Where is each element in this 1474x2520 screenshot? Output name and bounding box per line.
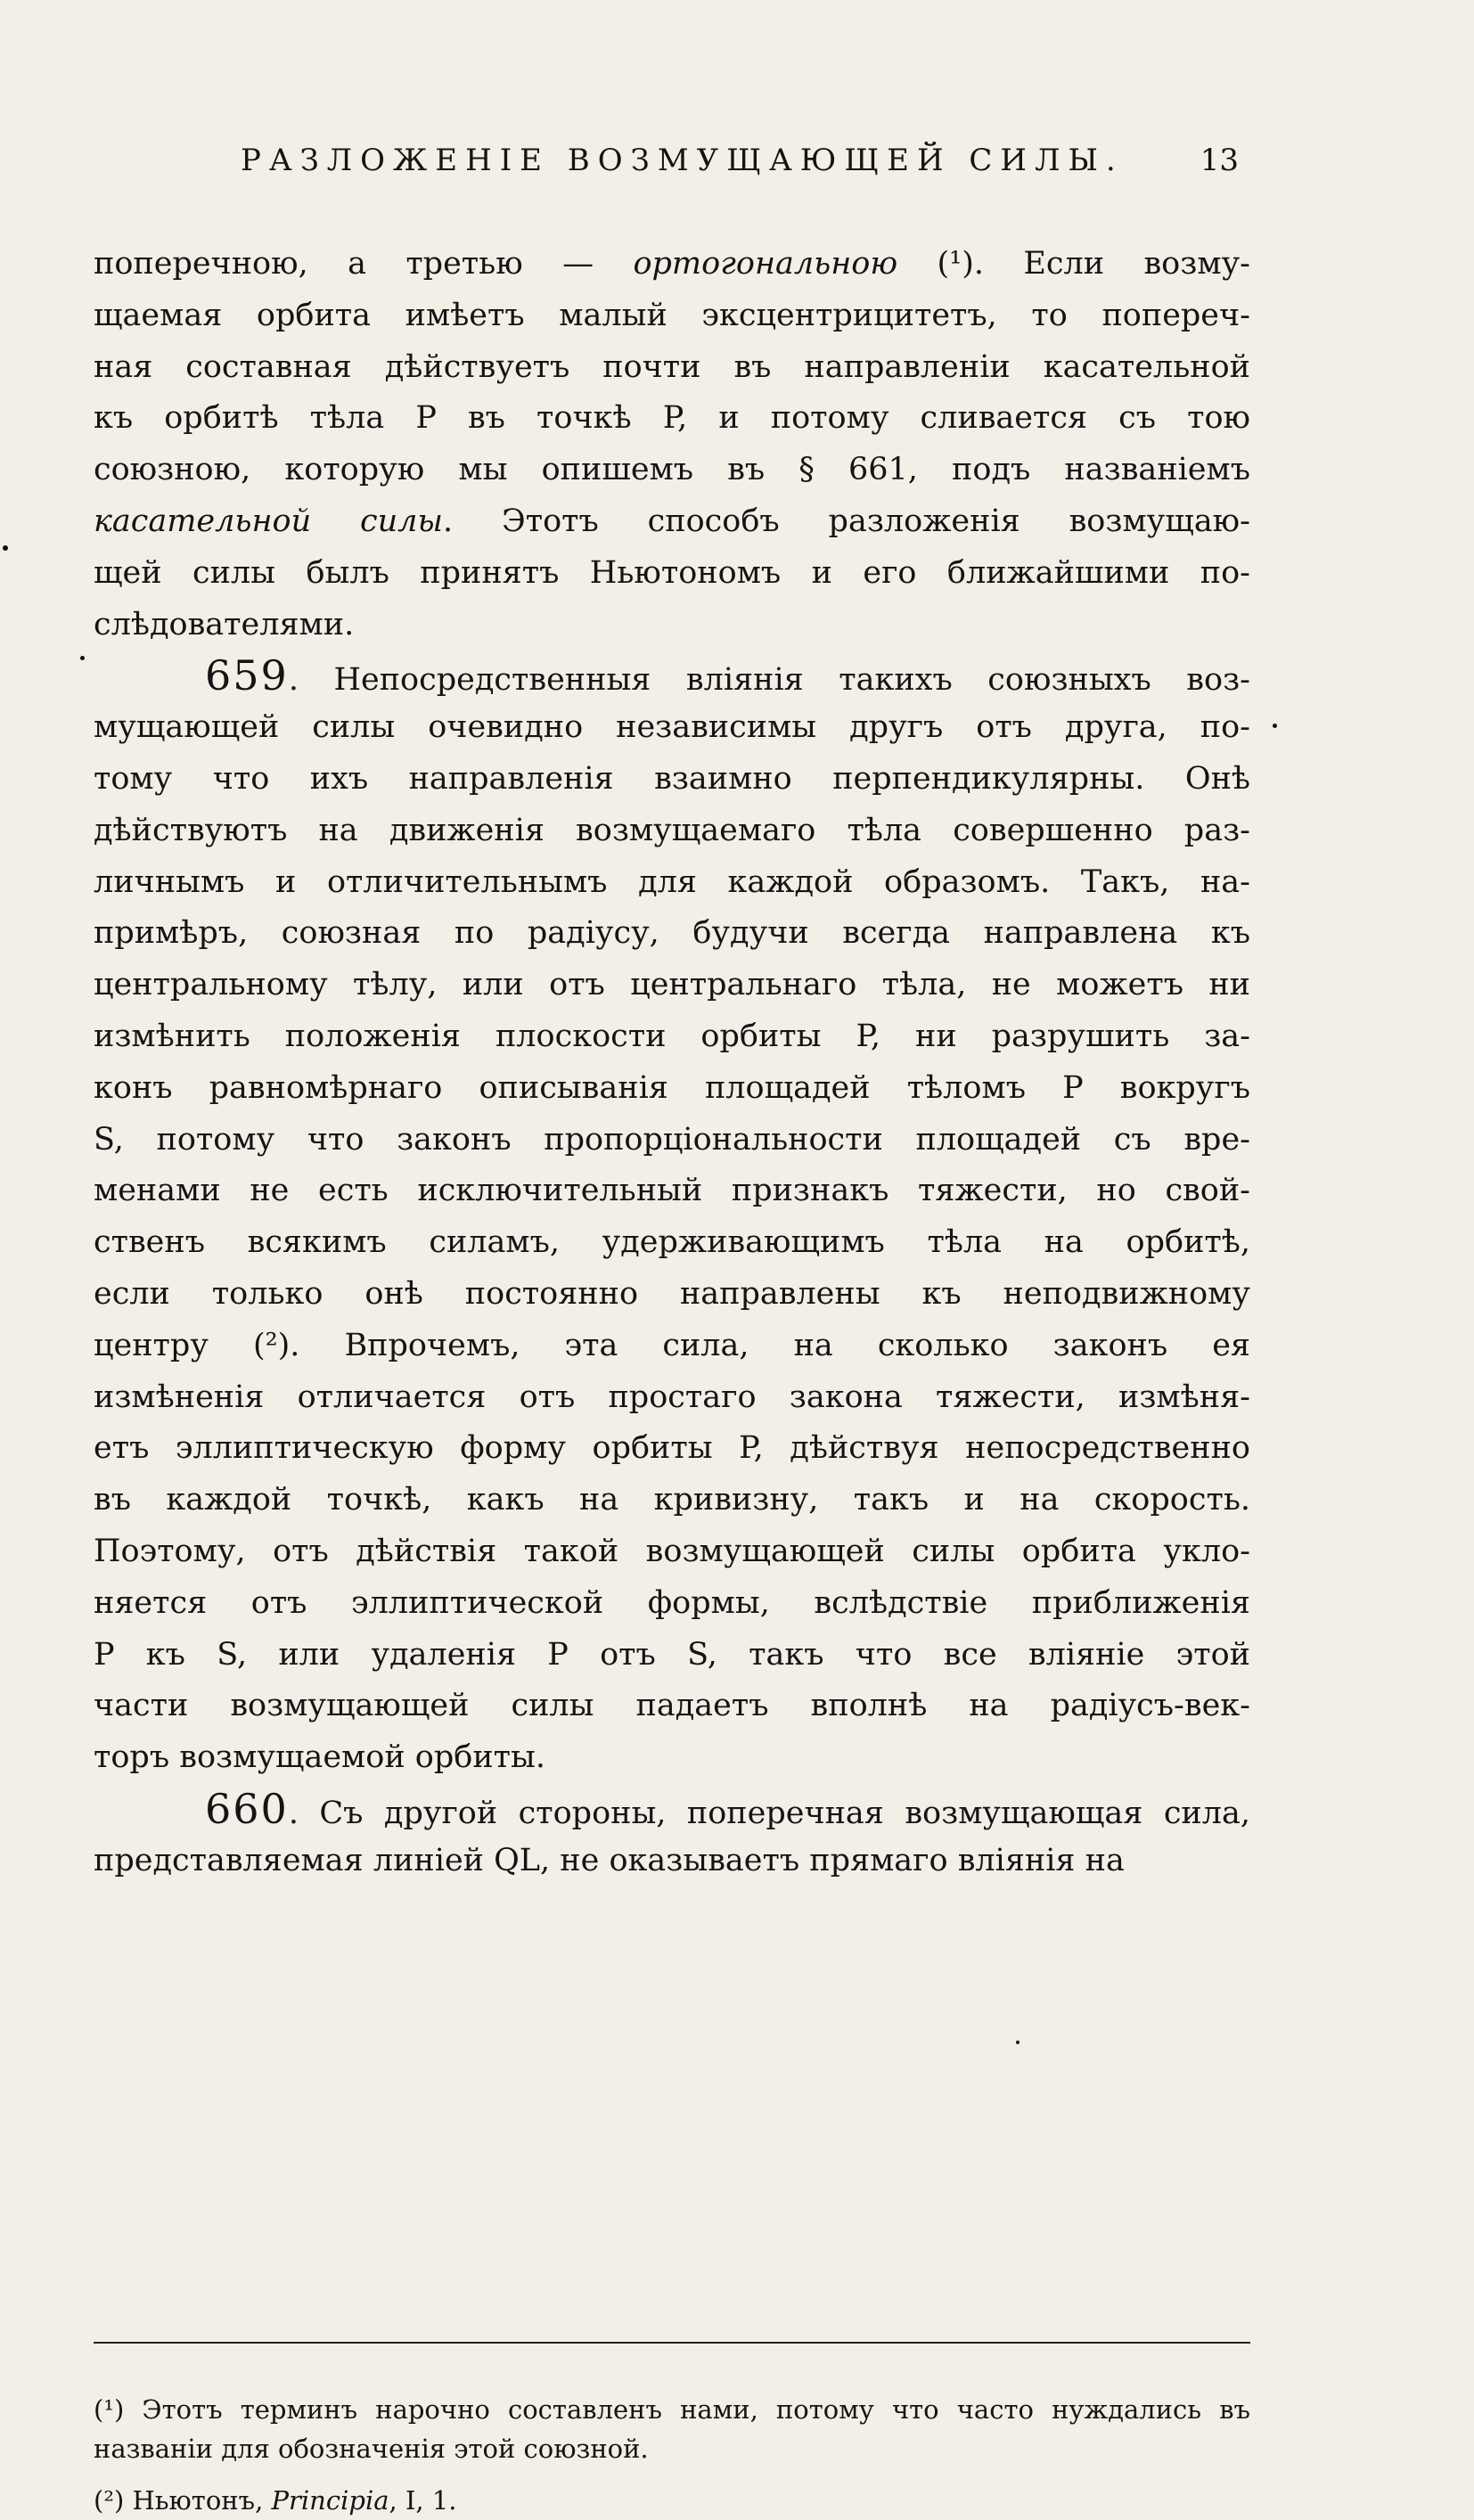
text-run: личнымъ и отличительнымъ для каждой образомъ. Такъ, на- — [94, 863, 1250, 900]
footnote-2-prefix: (²) Ньютонъ, — [94, 2485, 272, 2516]
text-run: тому что ихъ направленія взаимно перпендикулярны. Онѣ — [94, 760, 1250, 797]
text-run: менами не есть исключительный признакъ тяжести, но свой- — [94, 1173, 1250, 1209]
running-header — [241, 143, 1239, 187]
text-run: Поэтому, отъ дѣйствія такой возмущающей силы орбита укло- — [94, 1533, 1250, 1569]
text-run: центру (²). Впрочемъ, эта сила, на сколько законъ ея — [94, 1327, 1250, 1363]
text-line — [94, 445, 1250, 496]
text-run: (¹). Если возму- — [897, 246, 1250, 282]
text-line — [94, 1526, 1250, 1578]
ink-speck — [1016, 2041, 1020, 2044]
text-line — [94, 857, 1250, 909]
text-line — [94, 1011, 1250, 1063]
text-run: щаемая орбита имѣетъ малый эксцентрицитетъ, то попереч- — [94, 297, 1250, 333]
text-run: поперечною, а третью — — [94, 246, 634, 282]
section-number: 659 — [205, 651, 289, 700]
text-run: дѣйствуютъ на движенія возмущаемаго тѣла совершенно раз- — [94, 812, 1250, 848]
ink-speck — [80, 656, 85, 660]
text-line — [94, 754, 1250, 806]
text-line — [94, 1166, 1250, 1217]
text-line — [94, 239, 1250, 290]
text-line — [94, 1321, 1250, 1372]
text-line — [94, 1423, 1250, 1475]
text-line — [94, 1217, 1250, 1269]
footnote-2-title: Principia — [271, 2485, 389, 2516]
text-run: . Съ другой стороны, поперечная возмущающая сила, — [288, 1795, 1250, 1831]
footnote-2-suffix: , I, 1. — [389, 2485, 457, 2516]
footnote-1-line-1: (¹) Этотъ терминъ нарочно составленъ нами, потому что часто нуждались въ — [94, 2394, 1250, 2425]
footnote-1-line-2: названіи для обозначенія этой союзной. — [94, 2434, 649, 2464]
text-line — [94, 1269, 1250, 1321]
ink-speck — [3, 545, 8, 551]
text-line — [94, 290, 1250, 342]
running-title: РАЗЛОЖЕНІЕ ВОЗМУЩАЮЩЕЙ СИЛЫ. — [241, 143, 1124, 178]
text-run: измѣненія отличается отъ простаго закона тяжести, измѣня- — [94, 1379, 1250, 1415]
text-line — [94, 548, 1250, 600]
section-660 — [94, 1784, 1250, 1887]
text-run: ная составная дѣйствуетъ почти въ направленіи касательной — [94, 348, 1250, 385]
text-line — [94, 908, 1250, 960]
text-line — [94, 650, 1250, 702]
text-run: S, потому что законъ пропорціональности площадей съ вре- — [94, 1121, 1250, 1158]
italic-term: ортогональною — [633, 246, 898, 282]
text-line — [94, 1630, 1250, 1681]
text-run: P къ S, или удаленія P отъ S, такъ что все вліяніе этой — [94, 1636, 1250, 1673]
text-run: . Непосредственныя вліянія такихъ союзныхъ воз- — [288, 662, 1250, 699]
footnote-2 — [94, 2481, 1250, 2520]
text-line — [94, 600, 1250, 651]
ink-speck — [1273, 724, 1277, 728]
text-run: примѣръ, союзная по радіусу, будучи всегда направлена къ — [94, 915, 1250, 952]
page-body — [94, 239, 1250, 1887]
text-line — [94, 1681, 1250, 1732]
text-run: если только онѣ постоянно направлены къ неподвижному — [94, 1275, 1250, 1312]
text-line — [94, 1115, 1250, 1166]
text-line — [94, 960, 1250, 1011]
text-line — [94, 496, 1250, 548]
text-run: измѣнить положенія плоскости орбиты P, ни разрушить за- — [94, 1018, 1250, 1054]
text-run: . Этотъ способъ разложенія возмущаю- — [442, 503, 1250, 539]
text-line — [94, 1578, 1250, 1630]
footnote-rule — [94, 2342, 1250, 2344]
text-line — [94, 1784, 1250, 1836]
text-run: представляемая линіей QL, не оказываетъ прямаго вліянія на — [94, 1842, 1125, 1878]
text-line — [94, 702, 1250, 754]
section-659 — [94, 650, 1250, 1784]
text-line — [94, 1063, 1250, 1115]
text-run: торъ возмущаемой орбиты. — [94, 1739, 546, 1776]
text-line — [94, 1836, 1250, 1887]
text-run: части возмущающей силы падаетъ вполнѣ на радіусъ-век- — [94, 1688, 1250, 1724]
text-line — [94, 806, 1250, 857]
text-line — [94, 1732, 1250, 1784]
text-line — [94, 393, 1250, 445]
text-run: ственъ всякимъ силамъ, удерживающимъ тѣла на орбитѣ, — [94, 1224, 1250, 1261]
section-number: 660 — [205, 1784, 289, 1833]
text-run: щей силы былъ принятъ Ньютономъ и его ближайшими по- — [94, 554, 1250, 591]
text-run: етъ эллиптическую форму орбиты P, дѣйствуя непосредственно — [94, 1430, 1250, 1467]
text-run: къ орбитѣ тѣла P въ точкѣ P, и потому сливается съ тою — [94, 400, 1250, 437]
text-run: центральному тѣлу, или отъ центральнаго тѣла, не можетъ ни — [94, 967, 1250, 1003]
text-run: мущающей силы очевидно независимы другъ отъ друга, по- — [94, 709, 1250, 746]
page-number: 13 — [1200, 143, 1239, 178]
text-run: слѣдователями. — [94, 606, 355, 642]
text-line — [94, 342, 1250, 394]
text-run: няется отъ эллиптической формы, вслѣдствіе приближенія — [94, 1584, 1250, 1621]
text-run: союзною, которую мы опишемъ въ § 661, подъ названіемъ — [94, 452, 1250, 488]
text-line — [94, 1372, 1250, 1424]
paragraph-intro — [94, 239, 1250, 650]
text-line — [94, 1475, 1250, 1526]
italic-term: касательной силы — [94, 503, 443, 539]
text-run: конъ равномѣрнаго описыванія площадей тѣломъ P вокругъ — [94, 1069, 1250, 1106]
text-run: въ каждой точкѣ, какъ на кривизну, такъ и на скорость. — [94, 1482, 1250, 1518]
footnote-1 — [94, 2390, 1250, 2468]
